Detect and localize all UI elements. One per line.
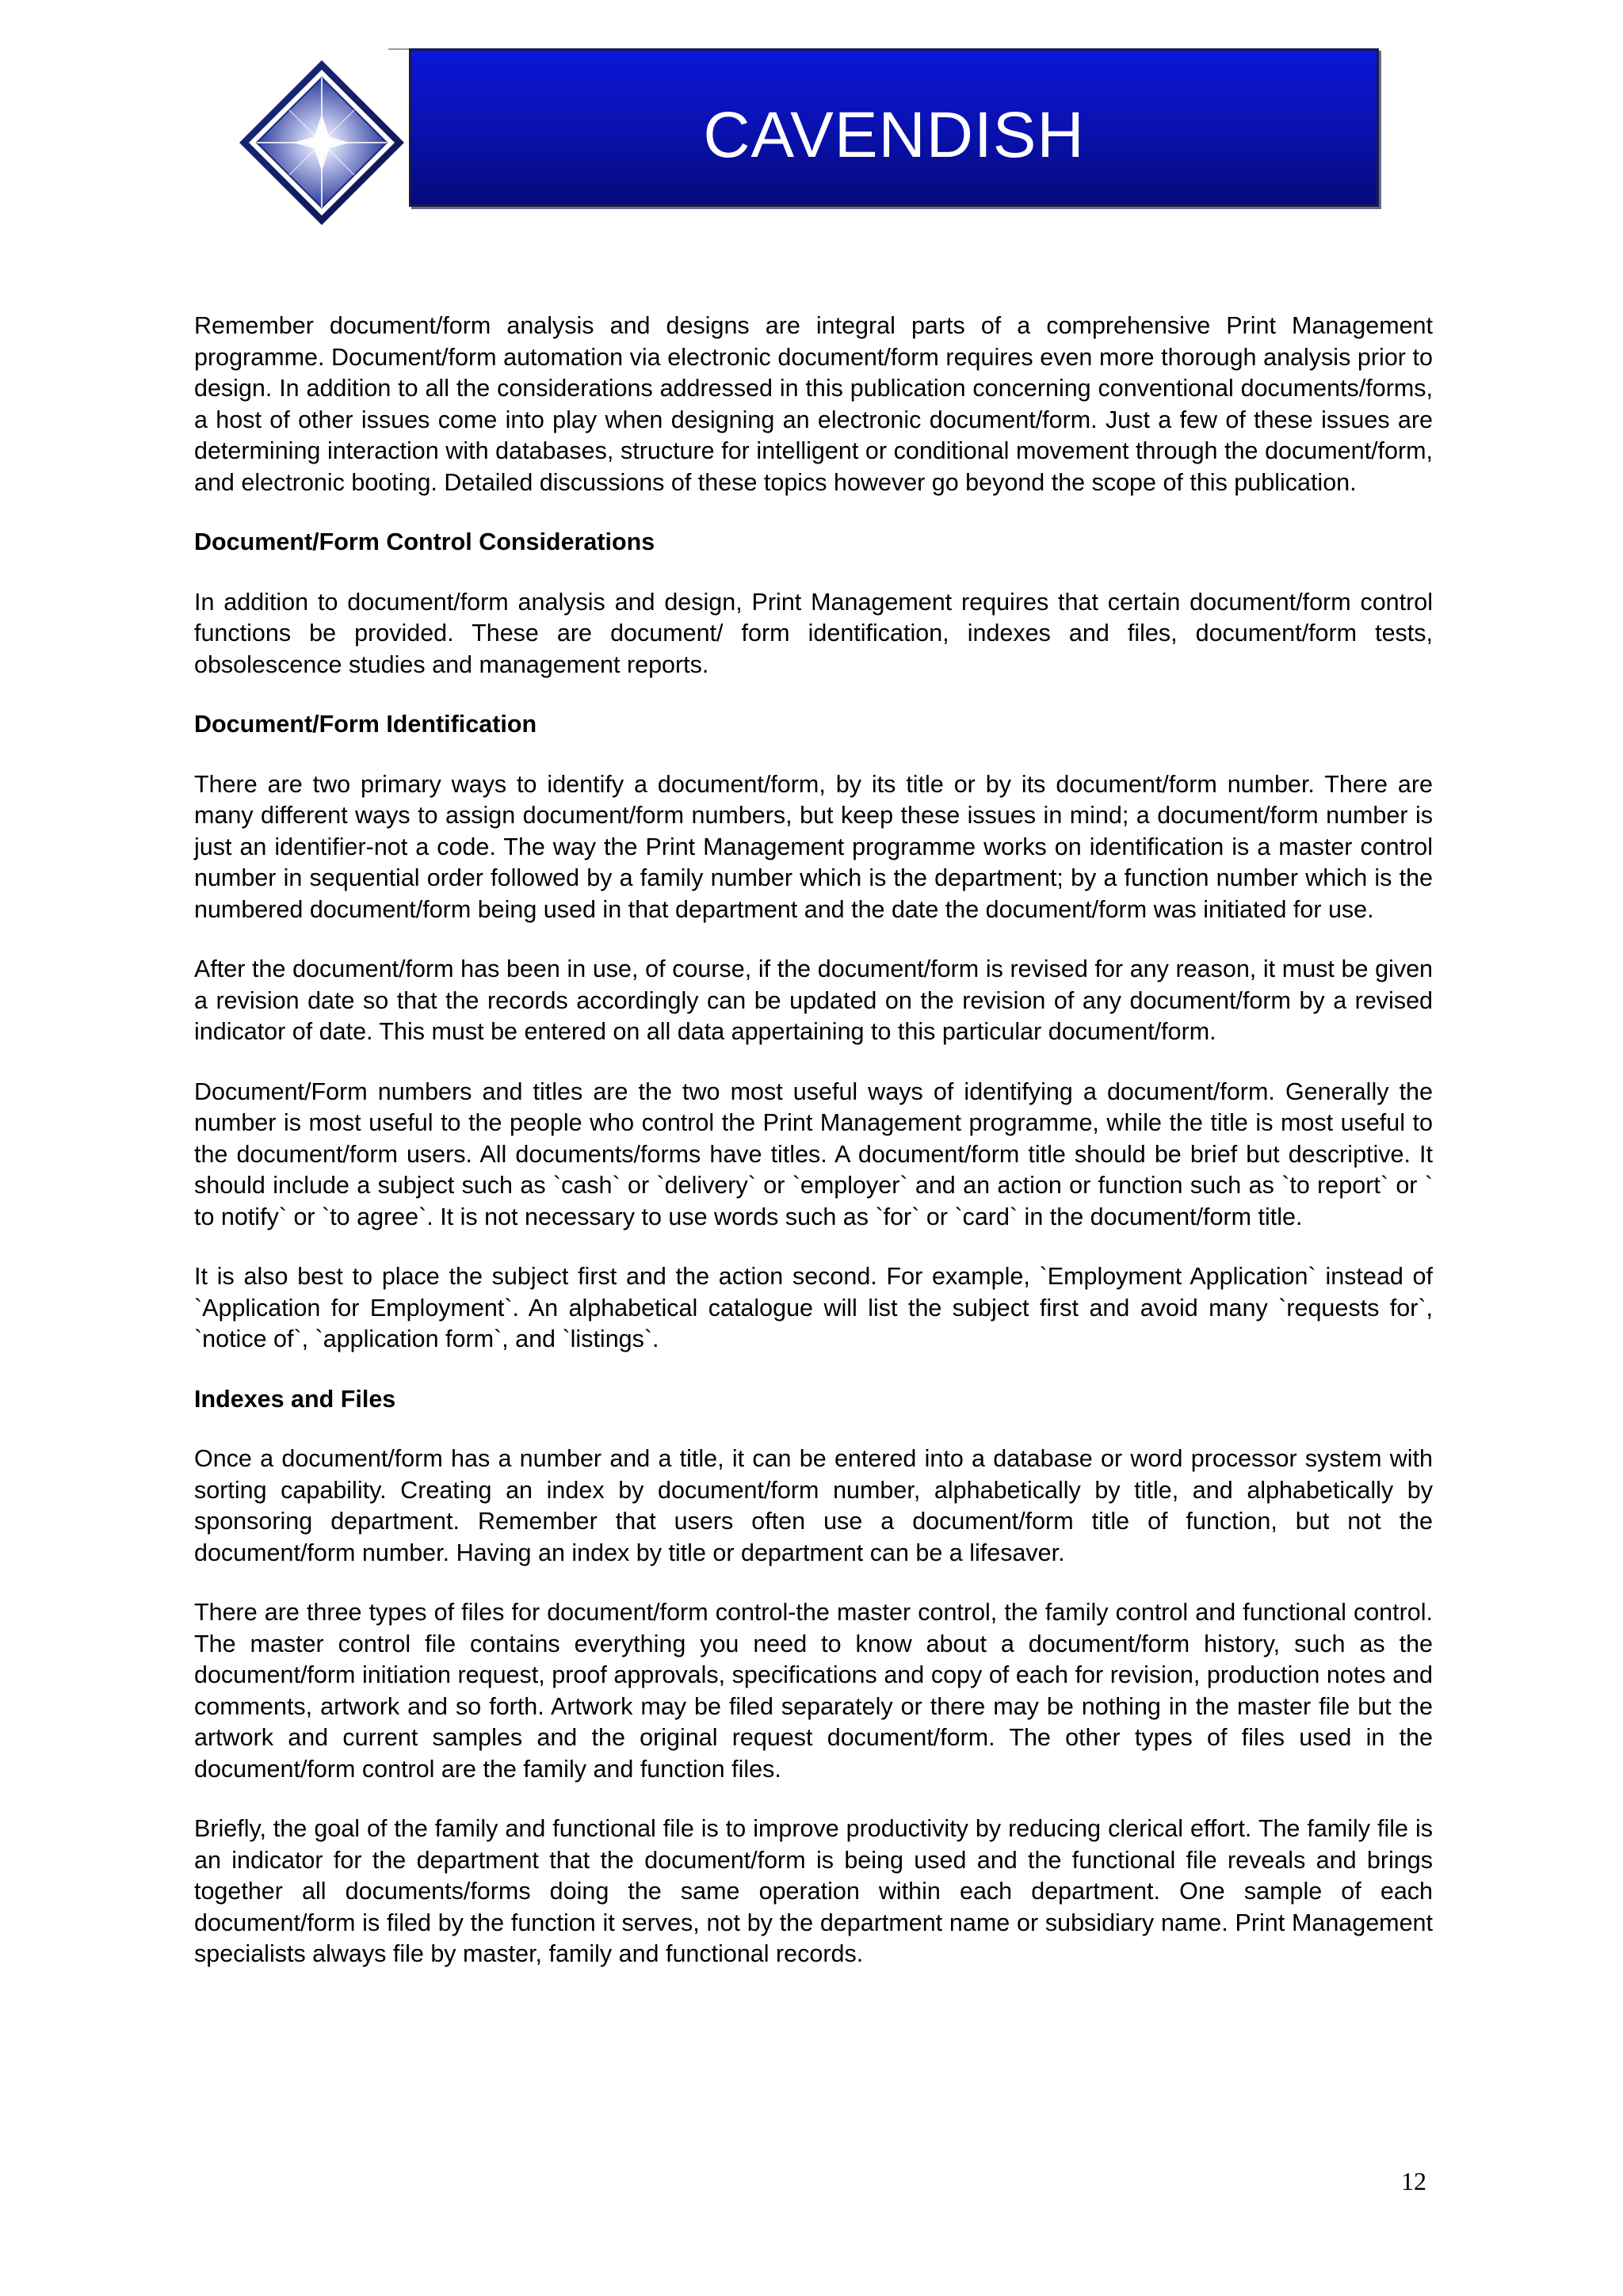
page-number: 12 xyxy=(1401,2167,1426,2195)
section-heading: Document/Form Identification xyxy=(194,711,537,738)
document-body xyxy=(194,311,1433,1999)
header-divider xyxy=(388,48,409,50)
paragraph: It is also best to place the subject first and the action second. For example, `Employment Application` instead of `Application for Employment`. An alphabetical catalogue will list the subject first and avoid many `requests for`, `notice of`, `application form`, and `listings`. xyxy=(194,1263,1433,1352)
section-heading: Document/Form Control Considerations xyxy=(194,528,655,555)
cavendish-diamond-logo xyxy=(238,59,406,227)
paragraph: Remember document/form analysis and designs are integral parts of a comprehensive Print Management programme. Document/form automation via electronic document/form requires even more thorough analysis prior to design. In addition to all the considerations addressed in this publication concerning conventional documents/forms, a host of other issues come into play when designing an electronic document/form. Just a few of these issues are determining interaction with databases, structure for intelligent or conditional movement through the document/form, and electronic booting. Detailed discussions of these topics however go beyond the scope of this publication. xyxy=(194,312,1433,496)
brand-title: CAVENDISH xyxy=(703,99,1085,171)
paragraph: Briefly, the goal of the family and functional file is to improve productivity by reducing clerical effort. The family file is an indicator for the department that the document/form is being used and the functional file reveals and brings together all documents/forms doing the same operation within each department. One sample of each document/form is filed by the function it serves, not by the department name or subsidiary name. Print Management specialists always file by master, family and functional records. xyxy=(194,1815,1433,1967)
paragraph: There are two primary ways to identify a document/form, by its title or by its document/form number. There are many different ways to assign document/form numbers, but keep these issues in mind; a document/form number is just an identifier-not a code. The way the Print Management programme works on identification is a master control number in sequential order followed by a family number which is the department; by a function number which is the numbered document/form being used in that department and the date the document/form was initiated for use. xyxy=(194,770,1433,923)
paragraph: After the document/form has been in use, of course, if the document/form is revised for any reason, it must be given a revision date so that the records accordingly can be updated on the revision of any document/form by a revised indicator of date. This must be entered on all data appertaining to this particular document/form. xyxy=(194,955,1433,1045)
paragraph: There are three types of files for document/form control-the master control, the family control and functional control. The master control file contains everything you need to know about a document/form history, such as the document/form initiation request, proof approvals, specifications and copy of each for revision, production notes and comments, artwork and so forth. Artwork may be filed separately or there may be nothing in the master file but the artwork and current samples and the original request document/form. The other types of files used in the document/form control are the family and function files. xyxy=(194,1599,1433,1783)
section-heading: Indexes and Files xyxy=(194,1385,396,1413)
paragraph: In addition to document/form analysis and design, Print Management requires that certain document/form control functions be provided. These are document/ form identification, indexes and files, document/form tests, obsolescence studies and management reports. xyxy=(194,588,1433,678)
paragraph: Document/Form numbers and titles are the two most useful ways of identifying a document/form. Generally the number is most useful to the people who control the Print Management programme, while the title is most useful to the document/form users. All documents/forms have titles. A document/form title should be brief but descriptive. It should include a subject such as `cash` or `delivery` or `employer` and an action or function such as `to report` or ` to notify` or `to agree`. It is not necessary to use words such as `for` or `card` in the document/form title. xyxy=(194,1077,1433,1230)
paragraph: Once a document/form has a number and a title, it can be entered into a database or word processor system with sorting capability. Creating an index by document/form number, alphabetically by title, and alphabetically by sponsoring department. Remember that users often use a document/form title of function, but not the document/form number. Having an index by title or department can be a lifesaver. xyxy=(194,1445,1433,1566)
header-banner xyxy=(409,48,1379,207)
